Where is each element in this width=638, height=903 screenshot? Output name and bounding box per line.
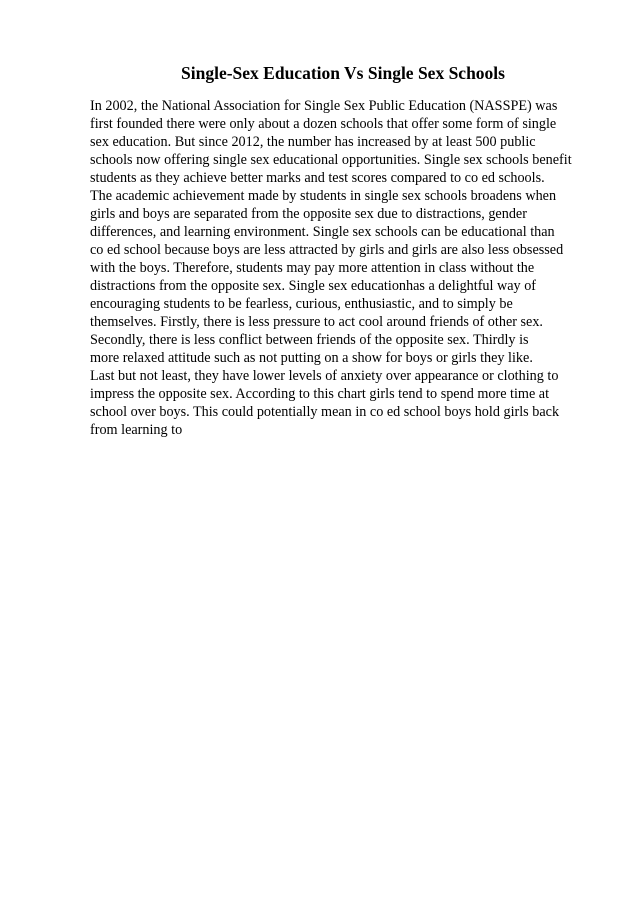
body-line: encouraging students to be fearless, curious, enthusiastic, and to simply be [90,296,513,312]
body-line: girls and boys are separated from the opposite sex due to distractions, gender [90,206,527,222]
body-line: with the boys. Therefore, students may pay more attention in class without the [90,260,535,276]
body-line: differences, and learning environment. Single sex schools can be educational than [90,224,555,240]
body-line: co ed school because boys are less attracted by girls and girls are also less obsessed [90,242,564,258]
body-line: Last but not least, they have lower levels of anxiety over appearance or clothing to [90,368,559,384]
body-line: sex education. But since 2012, the number has increased by at least 500 public [90,134,536,150]
body-line: themselves. Firstly, there is less pressure to act cool around friends of other sex. [90,314,543,330]
body-line: school over boys. This could potentially mean in co ed school boys hold girls back [90,404,560,420]
body-line: from learning to [90,422,183,438]
document-title: Single-Sex Education Vs Single Sex Schools [181,63,505,83]
document-body [90,97,620,439]
body-line: distractions from the opposite sex. Single sex educationhas a delightful way of [90,278,537,294]
body-line: students as they achieve better marks and test scores compared to co ed schools. [90,170,545,186]
body-line: Secondly, there is less conflict between friends of the opposite sex. Thirdly is [90,332,529,348]
body-line: schools now offering single sex educational opportunities. Single sex schools benefit [90,152,572,168]
body-line: The academic achievement made by students in single sex schools broadens when [90,188,557,204]
body-line: In 2002, the National Association for Single Sex Public Education (NASSPE) was [90,98,558,114]
body-line: more relaxed attitude such as not putting on a show for boys or girls they like. [90,350,533,366]
body-line: first founded there were only about a dozen schools that offer some form of single [90,116,557,132]
body-line: impress the opposite sex. According to this chart girls tend to spend more time at [90,386,550,402]
